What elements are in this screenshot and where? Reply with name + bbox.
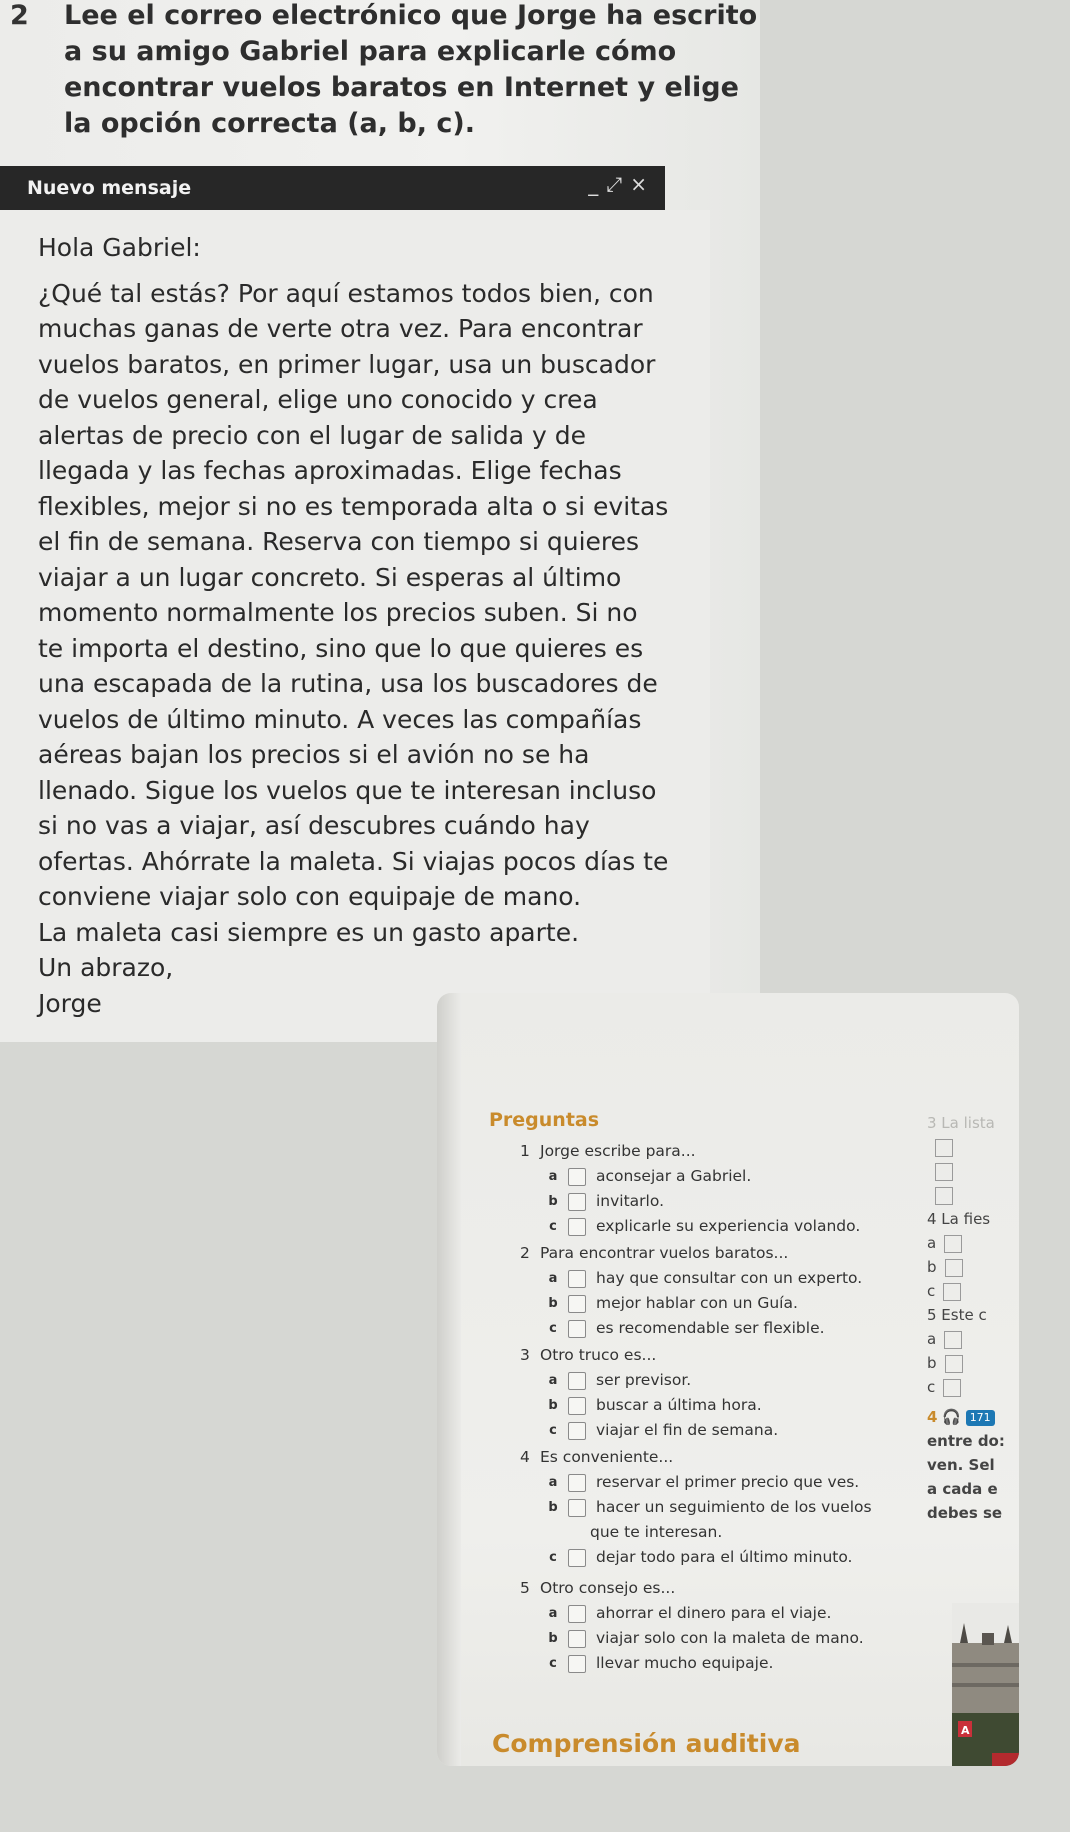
question-number: 4 <box>520 1448 530 1466</box>
answer-checkbox[interactable] <box>568 1655 586 1673</box>
expand-icon[interactable]: ⤢ <box>606 172 623 196</box>
question-text: Jorge escribe para... <box>540 1142 696 1160</box>
fragment-heading: 5 Este c <box>927 1306 987 1324</box>
answer-checkbox[interactable] <box>568 1193 586 1211</box>
question-number: 1 <box>520 1142 530 1160</box>
answer-option[interactable]: c dejar todo para el último minuto. <box>549 1548 853 1566</box>
question-text: Otro consejo es... <box>540 1579 676 1597</box>
answer-option[interactable]: b hacer un seguimiento de los vuelos <box>548 1498 872 1516</box>
question-item <box>520 1241 900 1341</box>
answer-checkbox[interactable] <box>568 1270 586 1288</box>
questions-list <box>520 1139 900 1678</box>
textbook-page-questions <box>437 993 1019 1766</box>
answer-checkbox[interactable] <box>568 1549 586 1567</box>
email-line: flexibles, mejor si no es temporada alta o si evitas <box>38 491 669 521</box>
instruction-line: la opción correcta (a, b, c). <box>64 108 476 139</box>
email-line: aéreas bajan los precios si el avión no se ha <box>38 740 590 769</box>
email-text <box>38 230 718 1021</box>
answer-checkbox[interactable] <box>945 1355 963 1373</box>
answer-checkbox[interactable] <box>568 1605 586 1623</box>
audio-track-badge: 171 <box>966 1410 995 1426</box>
answer-checkbox[interactable] <box>943 1379 961 1397</box>
svg-text:A: A <box>961 1724 970 1737</box>
answer-option[interactable]: c es recomendable ser flexible. <box>549 1319 825 1337</box>
email-line: conviene viajar solo con equipaje de mano. <box>38 882 582 911</box>
answer-checkbox[interactable] <box>944 1235 962 1253</box>
question-number: 5 <box>520 1579 530 1597</box>
instruction-line: a su amigo Gabriel para explicarle cómo <box>64 36 677 67</box>
email-line: te importa el destino, sino que lo que quieres es <box>38 633 644 663</box>
email-line: vuelos de último minuto. A veces las compañías <box>38 704 642 734</box>
answer-option[interactable]: a reservar el primer precio que ves. <box>548 1473 860 1491</box>
exercise-number: 2 <box>10 0 29 31</box>
answer-option[interactable]: a aconsejar a Gabriel. <box>548 1167 752 1185</box>
answer-option[interactable]: b invitarlo. <box>548 1192 665 1210</box>
answer-checkbox[interactable] <box>935 1187 953 1205</box>
email-line: ofertas. Ahórrate la maleta. Si viajas pocos días te <box>38 846 669 876</box>
email-window-title: Nuevo mensaje <box>27 177 192 199</box>
exercise-instructions <box>64 0 758 142</box>
answer-checkbox[interactable] <box>568 1422 586 1440</box>
question-item <box>520 1139 900 1239</box>
listening-heading: Comprensión auditiva <box>492 1729 801 1758</box>
email-line: una escapada de la rutina, usa los buscadores de <box>38 669 658 698</box>
question-text: Para encontrar vuelos baratos... <box>540 1244 789 1262</box>
answer-checkbox[interactable] <box>944 1331 962 1349</box>
answer-option[interactable]: c llevar mucho equipaje. <box>549 1654 774 1672</box>
email-line: vuelos baratos, en primer lugar, usa un buscador <box>38 349 656 379</box>
fragment-heading: 3 La lista <box>927 1114 995 1132</box>
question-number: 3 <box>520 1346 530 1364</box>
answer-option[interactable]: b buscar a última hora. <box>548 1396 762 1414</box>
answer-option[interactable]: c explicarle su experiencia volando. <box>549 1217 861 1235</box>
answer-checkbox[interactable] <box>568 1168 586 1186</box>
answer-option[interactable]: a ser previsor. <box>548 1371 692 1389</box>
email-line: el fin de semana. Reserva con tiempo si quieres <box>38 527 640 556</box>
answer-option[interactable]: a hay que consultar con un experto. <box>548 1269 863 1287</box>
email-line: si no vas a viajar, así descubres cuándo hay <box>38 811 590 840</box>
answer-checkbox[interactable] <box>568 1397 586 1415</box>
question-text: Otro truco es... <box>540 1346 657 1364</box>
email-signature: Jorge <box>38 988 102 1018</box>
answer-option[interactable]: c viajar el fin de semana. <box>549 1421 779 1439</box>
question-text: Es conveniente... <box>540 1448 674 1466</box>
close-icon[interactable]: × <box>630 172 647 196</box>
email-line: de vuelos general, elige uno conocido y crea <box>38 385 598 414</box>
book-spine-shadow <box>437 993 461 1766</box>
email-line: viajar a un lugar concreto. Si esperas al último <box>38 562 622 592</box>
minimize-icon[interactable]: _ <box>588 172 599 196</box>
instruction-line: encontrar vuelos baratos en Internet y elige <box>64 72 739 103</box>
answer-option-continuation: que te interesan. <box>590 1523 723 1541</box>
headphones-icon: 🎧 <box>942 1408 961 1426</box>
email-line: muchas ganas de verte otra vez. Para encontrar <box>38 314 643 343</box>
answer-checkbox[interactable] <box>568 1320 586 1338</box>
question-item <box>520 1576 900 1676</box>
instruction-line: Lee el correo electrónico que Jorge ha escrito <box>64 0 758 31</box>
textbook-page-email <box>0 0 760 1042</box>
email-line: llegada y las fechas aproximadas. Elige fechas <box>38 456 622 485</box>
answer-checkbox[interactable] <box>935 1163 953 1181</box>
fragment-heading: 4 La fies <box>927 1210 991 1228</box>
next-page-fragment: 3 La lista 4 La fies a b c 5 Este c a b c 4 🎧 171 entre do: ven. Sel a cada e debes se <box>927 1111 1019 1525</box>
email-line: ¿Qué tal estás? Por aquí estamos todos bien, con <box>38 278 654 308</box>
answer-checkbox[interactable] <box>568 1499 586 1517</box>
email-line: momento normalmente los precios suben. Si no <box>38 598 638 627</box>
email-window-titlebar <box>0 166 665 210</box>
answer-option[interactable]: a ahorrar el dinero para el viaje. <box>548 1604 832 1622</box>
answer-checkbox[interactable] <box>568 1630 586 1648</box>
question-number: 2 <box>520 1244 530 1262</box>
answer-checkbox[interactable] <box>568 1295 586 1313</box>
answer-checkbox[interactable] <box>568 1218 586 1236</box>
question-item <box>520 1343 900 1443</box>
email-closing: Un abrazo, <box>38 953 174 982</box>
email-greeting: Hola Gabriel: <box>38 233 201 262</box>
question-item <box>520 1445 900 1570</box>
answer-checkbox[interactable] <box>943 1283 961 1301</box>
answer-option[interactable]: b viajar solo con la maleta de mano. <box>548 1629 864 1647</box>
answer-checkbox[interactable] <box>568 1372 586 1390</box>
questions-heading: Preguntas <box>489 1109 600 1131</box>
exercise-number: 4 <box>927 1408 938 1426</box>
answer-checkbox[interactable] <box>945 1259 963 1277</box>
email-line: llenado. Sigue los vuelos que te interesan incluso <box>38 775 657 805</box>
palace-photo <box>952 1603 1019 1766</box>
answer-checkbox[interactable] <box>568 1474 586 1492</box>
answer-checkbox[interactable] <box>935 1139 953 1157</box>
email-line: La maleta casi siempre es un gasto aparte. <box>38 917 580 947</box>
answer-option[interactable]: b mejor hablar con un Guía. <box>548 1294 798 1312</box>
email-line: alertas de precio con el lugar de salida y de <box>38 420 586 450</box>
